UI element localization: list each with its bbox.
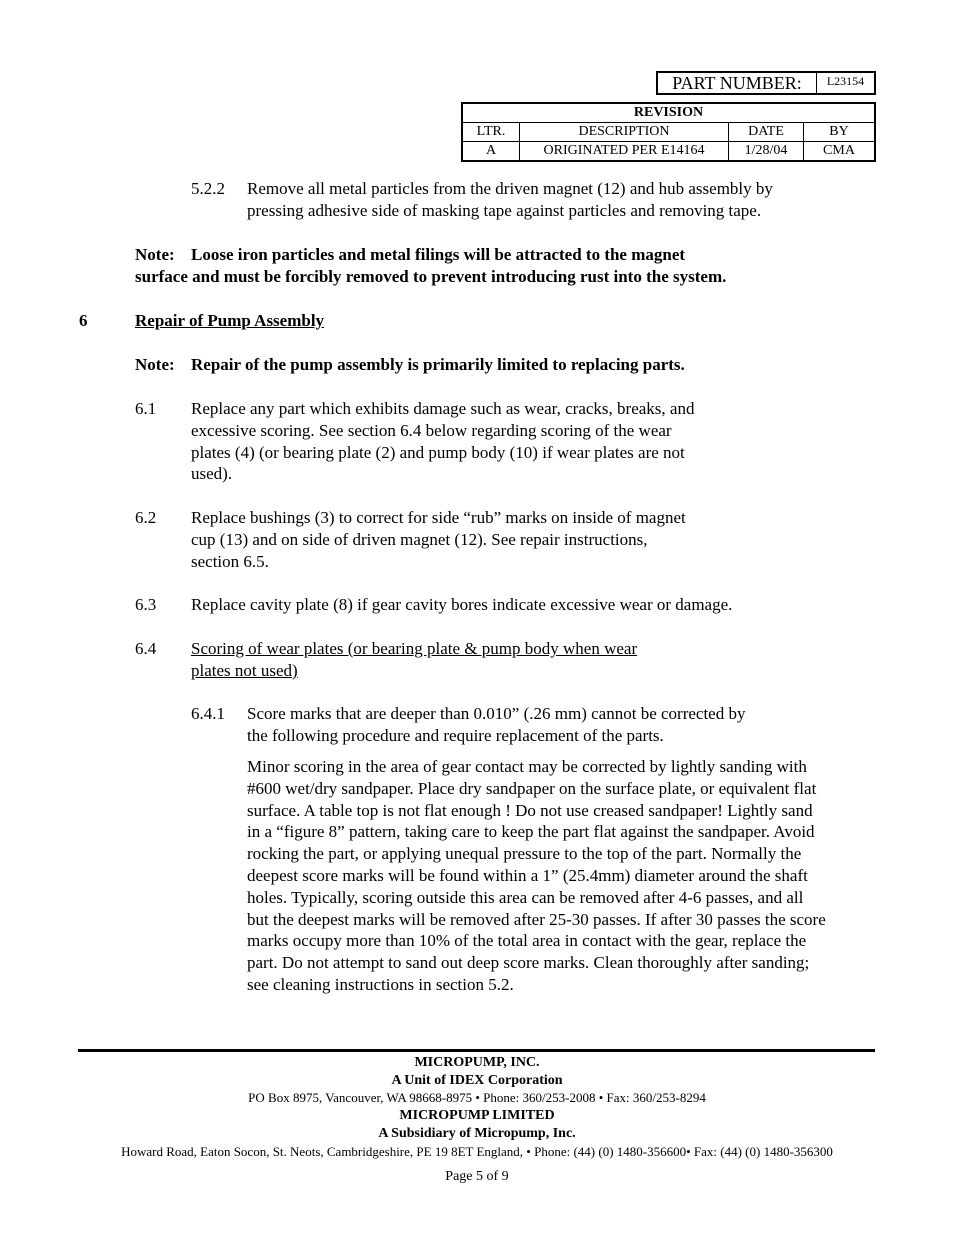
section-6-1-line-2: excessive scoring. See section 6.4 below regarding scoring of the wear: [191, 421, 672, 440]
section-6-1-line-1: Replace any part which exhibits damage such as wear, cracks, breaks, and: [191, 399, 695, 418]
note-2-text: Repair of the pump assembly is primarily limited to replacing parts.: [191, 355, 685, 374]
section-5-2-2-line-1: Remove all metal particles from the driven magnet (12) and hub assembly by: [247, 179, 773, 198]
sanding-para-line-8: but the deepest marks will be removed after 25-30 passes. If after 30 passes the score: [247, 910, 826, 929]
revision-table: [461, 102, 876, 162]
note-1-line-2: surface and must be forcibly removed to prevent introducing rust into the system.: [135, 267, 727, 286]
page-number: Page 5 of 9: [445, 1169, 509, 1184]
note-1-line-1: Loose iron particles and metal filings will be attracted to the magnet: [191, 245, 686, 264]
section-6-1-line-3: plates (4) (or bearing plate (2) and pump body (10) if wear plates are not: [191, 443, 685, 462]
section-6-3-number: 6.3: [135, 595, 157, 614]
rev-ltr: A: [462, 142, 520, 162]
revision-row: [462, 142, 875, 162]
footer-subsidiary: A Subsidiary of Micropump, Inc.: [378, 1126, 576, 1141]
footer-address-uk: Howard Road, Eaton Socon, St. Neots, Cambridgeshire, PE 19 8ET England, • Phone: (44) (0) 1480-356600• Fax: (44) (0) 1480-356300: [121, 1144, 833, 1159]
part-number-label: PART NUMBER:: [658, 73, 817, 93]
section-6-4-1-number: 6.4.1: [191, 704, 225, 723]
footer-unit: A Unit of IDEX Corporation: [391, 1073, 563, 1088]
sanding-para-line-6: deepest score marks will be found within a 1” (25.4mm) diameter around the shaft: [247, 866, 808, 885]
revision-header-row: [462, 123, 875, 142]
sanding-para-line-7: holes. Typically, scoring outside this area can be removed after 4-6 passes, and all: [247, 888, 804, 907]
section-5-2-2-number: 5.2.2: [191, 179, 225, 198]
sanding-para-line-11: see cleaning instructions in section 5.2.: [247, 975, 514, 994]
note-2-label: Note:: [135, 355, 175, 374]
sanding-para-line-5: rocking the part, or applying unequal pressure to the top of the part. Normally the: [247, 844, 802, 863]
sanding-para-line-4: in a “figure 8” pattern, taking care to keep the part flat against the sandpaper. Avoid: [247, 822, 815, 841]
section-6-3-text: Replace cavity plate (8) if gear cavity bores indicate excessive wear or damage.: [191, 595, 733, 614]
section-6-4-title-line-2: plates not used): [191, 661, 298, 680]
section-6-1-number: 6.1: [135, 399, 157, 418]
part-number-box: [656, 71, 876, 95]
section-6-1-line-4: used).: [191, 464, 233, 483]
section-6-2-line-2: cup (13) and on side of driven magnet (12). See repair instructions,: [191, 530, 648, 549]
section-6-2-line-1: Replace bushings (3) to correct for side “rub” marks on inside of magnet: [191, 508, 686, 527]
col-by: BY: [804, 123, 876, 142]
sanding-para-line-3: surface. A table top is not flat enough ! Do not use creased sandpaper! Lightly sand: [247, 801, 813, 820]
section-6-4-1-line-2: the following procedure and require replacement of the parts.: [247, 726, 664, 745]
section-6-number: 6: [79, 311, 88, 330]
footer-limited: MICROPUMP LIMITED: [399, 1108, 555, 1123]
footer-rule: [78, 1049, 875, 1052]
section-6-4-title-line-1: Scoring of wear plates (or bearing plate & pump body when wear: [191, 639, 638, 658]
rev-description: ORIGINATED PER E14164: [520, 142, 729, 162]
section-6-title: Repair of Pump Assembly: [135, 311, 325, 330]
part-number-value: L23154: [826, 74, 865, 88]
footer-address-us: PO Box 8975, Vancouver, WA 98668-8975 • Phone: 360/253-2008 • Fax: 360/253-8294: [248, 1090, 706, 1105]
section-6-2-line-3: section 6.5.: [191, 552, 269, 571]
sanding-para-line-10: part. Do not attempt to sand out deep score marks. Clean thoroughly after sanding;: [247, 953, 810, 972]
sanding-para-line-2: #600 wet/dry sandpaper. Place dry sandpaper on the surface plate, or equivalent flat: [247, 779, 817, 798]
rev-by: CMA: [804, 142, 876, 162]
footer-company: MICROPUMP, INC.: [414, 1055, 540, 1070]
rev-date: 1/28/04: [729, 142, 804, 162]
section-5-2-2-line-2: pressing adhesive side of masking tape against particles and removing tape.: [247, 201, 762, 220]
col-ltr: LTR.: [462, 123, 520, 142]
col-description: DESCRIPTION: [520, 123, 729, 142]
section-6-2-number: 6.2: [135, 508, 157, 527]
sanding-para-line-9: marks occupy more than 10% of the total area in contact with the gear, replace the: [247, 931, 807, 950]
revision-title: REVISION: [462, 103, 875, 123]
note-1-label: Note:: [135, 245, 175, 264]
section-6-4-number: 6.4: [135, 639, 157, 658]
sanding-para-line-1: Minor scoring in the area of gear contact may be corrected by lightly sanding with: [247, 757, 807, 776]
section-6-4-1-line-1: Score marks that are deeper than 0.010” (.26 mm) cannot be corrected by: [247, 704, 746, 723]
col-date: DATE: [729, 123, 804, 142]
